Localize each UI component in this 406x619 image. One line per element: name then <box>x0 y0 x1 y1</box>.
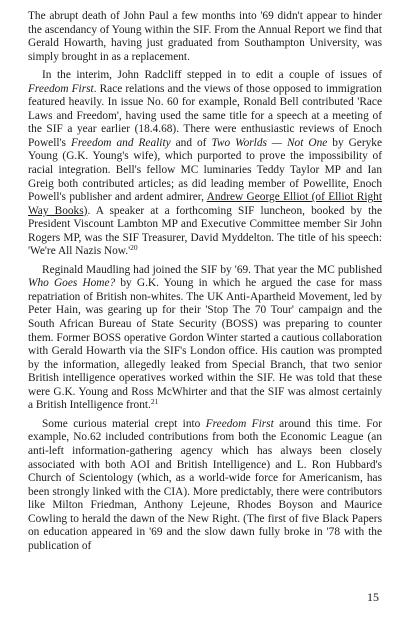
text-run: . Race relations and the views of those opposed to immigration featured heavily. In issue No. 60 for example, Ronald Bell contributed 'Race Laws and Freedom', having used the same title for a speech at a meeting of the SIF a year earlier (18.4.68). There were enthusiastic reviews of Enoch Powell's <box>28 82 382 149</box>
paragraph <box>28 69 382 259</box>
text-run: and of <box>170 136 212 149</box>
italic-title: Freedom First <box>205 417 274 430</box>
body-text <box>28 10 382 553</box>
text-run: by G.K. Young in which he argued the case for mass repatriation of British non-whites. The UK Anti-Apartheid Movement, led by Peter Hain, was gearing up for their 'Stop The 70 Tour' campaign and the South African Bureau of State Security (BOSS) was preparing to counter them. Former BOSS operative Gordon Winter started a cautious collaboration with Gerald Howarth via the SIF's London office. His caution was prompted by the information, allegedly leaked from Special Branch, that two senior British intelligence operatives worked within the SIF. He was told that these were G.K. Young and Ross McWhirter and that the SIF was almost certainly a British Intelligence front. <box>28 277 383 412</box>
text-run: In the interim, John Radcliff stepped in to edit a couple of issues of <box>42 69 382 82</box>
italic-title: Who Goes Home? <box>28 277 116 290</box>
italic-title: Two Worlds — Not One <box>211 136 328 149</box>
italic-title: Freedom First <box>28 82 94 95</box>
text-run: Reginald Maudling had joined the SIF by '69. That year the MC published <box>42 263 382 276</box>
text-run: The abrupt death of John Paul a few months into '69 didn't appear to hinder the ascendancy of Young within the SIF. From the Annual Report we find that Gerald Howarth, having just graduated from Southampton University, was simply brought in as a replacement. <box>28 10 382 63</box>
page-number: 15 <box>367 590 379 604</box>
footnote-reference: 21 <box>150 397 159 407</box>
text-run: around this time. For example, No.62 included contributions from both the Economic League (an anti-left information-gathering agency which has always been closely associated with both AOI and British Intelligence) and L. Ron Hubbard's Church of Scientology (which, as a world-wide force for Americanism, has been strongly linked with the CIA). More predictably, there were contributors like Milton Friedman, Anthony Lejeune, Rhodes Boyson and Maurice Cowling to herald the dawn of the New Right. (The first of five Black Papers on education appeared in '69 and the slow dawn fully broke in '78 with the publication of <box>28 417 382 552</box>
text-run: . A speaker at a forthcoming SIF luncheon, booked by the President Viscount Lambton MP and Executive Committee member Sir John Rogers MP, was the SIF Treasurer, David Myddelton. The title of his speech: 'We're All Nazis Now.' <box>28 204 383 258</box>
paragraph <box>28 10 382 64</box>
text-run: by Geryke Young (G.K. Young's wife), which purported to prove the impossibility of racial integration. Bell's fellow MC luminaries Teddy Taylor MP and Ian Greig both contributed articles; as did leading member of Powellite, Enoch Powell's publisher and ardent admirer, <box>28 136 383 204</box>
text-run: Some curious material crept into <box>42 417 206 430</box>
footnote-reference: 20 <box>130 243 138 253</box>
paragraph <box>28 264 382 413</box>
italic-title: Freedom and Reality <box>70 136 171 149</box>
paragraph <box>28 418 382 553</box>
underlined-text: Andrew George Elliot (of Elliot Right Way Books) <box>28 191 382 217</box>
